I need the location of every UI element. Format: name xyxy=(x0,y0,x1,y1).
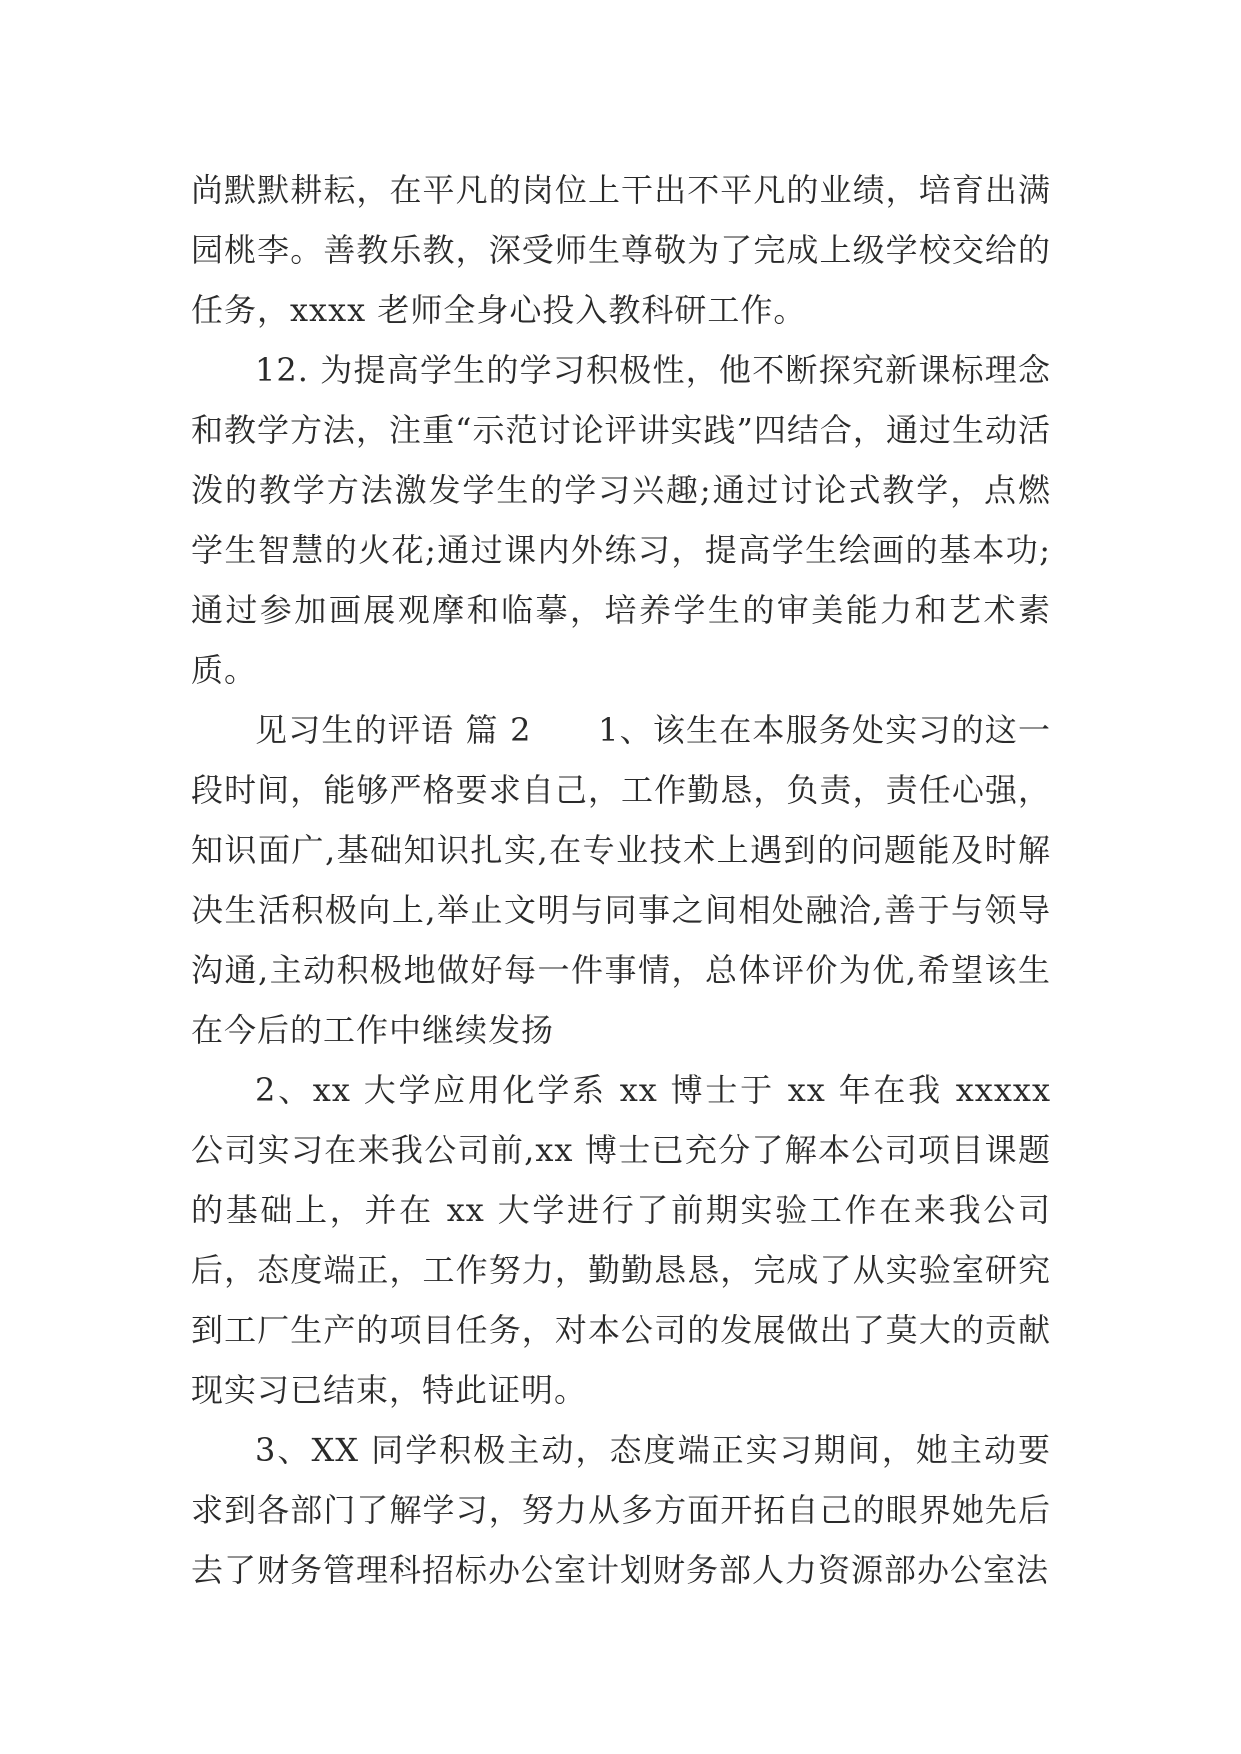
paragraph-continuation: 尚默默耕耘，在平凡的岗位上干出不平凡的业绩，培育出满园桃李。善教乐教，深受师生尊敬为了完成上级学校交给的任务，xxxx 老师全身心投入教科研工作。 xyxy=(191,171,1051,329)
paragraph-item-2: 2、xx 大学应用化学系 xx 博士于 xx 年在我 xxxxx 公司实习在来我公司前,xx 博士已充分了解本公司项目课题的基础上，并在 xx 大学进行了前期实验工作在来我公司后，态度端正，工作努力，勤勤恳恳，完成了从实验室研究到工厂生产的项目任务，对本公司的发展做出了莫大的贡献现实习已结束，特此证明。 xyxy=(191,1071,1051,1409)
paragraph-item-12: 12. 为提高学生的学习积极性，他不断探究新课标理念和教学方法，注重“示范讨论评讲实践”四结合，通过生动活泼的教学方法激发学生的学习兴趣;通过讨论式教学，点燃学生智慧的火花;通过课内外练习，提高学生绘画的基本功;通过参加画展观摩和临摹，培养学生的审美能力和艺术素质。 xyxy=(191,351,1051,689)
document-body xyxy=(191,160,1051,1600)
paragraph-item-3: 3、XX 同学积极主动，态度端正实习期间，她主动要求到各部门了解学习，努力从多方面开拓自己的眼界她先后去了财务管理科招标办公室计划财务部人力资源部办公室法 xyxy=(191,1431,1051,1589)
paragraph-section-2-item-1: 见习生的评语 篇 2 1、该生在本服务处实习的这一段时间，能够严格要求自己，工作勤恳，负责，责任心强，知识面广,基础知识扎实,在专业技术上遇到的问题能及时解决生活积极向上,举止文明与同事之间相处融洽,善于与领导沟通,主动积极地做好每一件事情，总体评价为优,希望该生在今后的工作中继续发扬 xyxy=(191,711,1051,1049)
